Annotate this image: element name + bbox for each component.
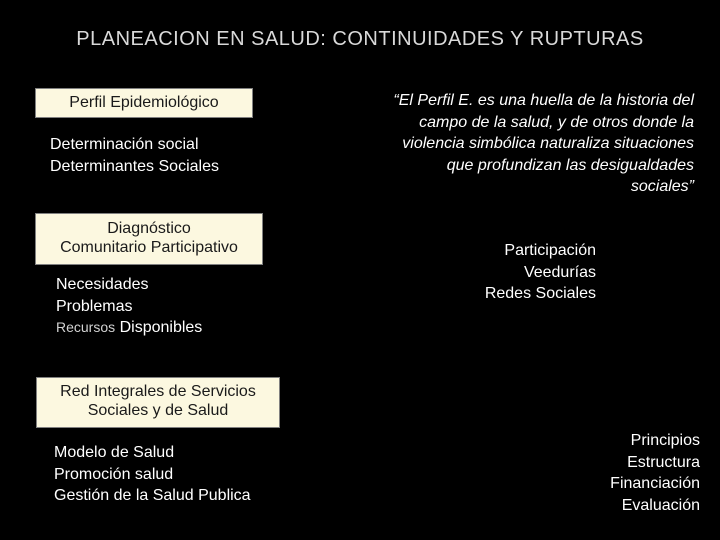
principios-list bbox=[540, 430, 700, 516]
perfil-epidemiologico-label: Perfil Epidemiológico bbox=[69, 94, 219, 111]
page-title: PLANEACION EN SALUD: CONTINUIDADES Y RUPTURAS bbox=[76, 28, 644, 50]
list-item: Necesidades bbox=[56, 276, 149, 293]
list-item: Promoción salud bbox=[54, 465, 174, 483]
determinacion-list bbox=[50, 134, 219, 177]
list-item: Problemas bbox=[56, 297, 133, 315]
quote-line: sociales” bbox=[630, 178, 694, 195]
necesidades-list bbox=[56, 274, 202, 339]
diagnostico-label-line: Comunitario Participativo bbox=[60, 239, 238, 256]
list-item: Evaluación bbox=[621, 496, 700, 514]
list-item: Principios bbox=[630, 432, 700, 449]
quote-line: campo de la salud, y de otros donde la bbox=[419, 113, 694, 131]
list-item: Determinantes Sociales bbox=[50, 157, 219, 175]
quote-line: “El Perfil E. es una huella de la historia del bbox=[393, 92, 694, 109]
modelo-list bbox=[54, 442, 251, 507]
red-integrales-label-line: Red Integrales de Servicios bbox=[60, 383, 256, 400]
list-item: Estructura bbox=[627, 453, 700, 471]
list-item: Determinación social bbox=[50, 136, 199, 153]
perfil-quote bbox=[314, 90, 694, 198]
list-item: Gestión de la Salud Publica bbox=[54, 487, 251, 504]
participacion-list bbox=[440, 240, 596, 305]
list-item: Redes Sociales bbox=[484, 285, 596, 302]
list-item bbox=[56, 317, 202, 339]
quote-line: violencia simbólica naturaliza situaciones bbox=[402, 135, 694, 152]
list-item: Participación bbox=[504, 242, 596, 259]
diagnostico-label-line: Diagnóstico bbox=[107, 220, 191, 237]
quote-line: que profundizan las desigualdades bbox=[446, 156, 694, 174]
diagnostico-box bbox=[35, 213, 263, 265]
recursos-label: Recursos bbox=[56, 319, 116, 335]
red-integrales-label-line: Sociales y de Salud bbox=[87, 402, 229, 419]
list-item: Modelo de Salud bbox=[54, 444, 175, 461]
list-item: Veedurías bbox=[523, 263, 596, 281]
perfil-epidemiologico-box bbox=[35, 88, 253, 118]
red-integrales-box bbox=[36, 377, 280, 428]
list-item: Financiación bbox=[610, 475, 700, 492]
disponibles-label: Disponibles bbox=[119, 319, 203, 336]
